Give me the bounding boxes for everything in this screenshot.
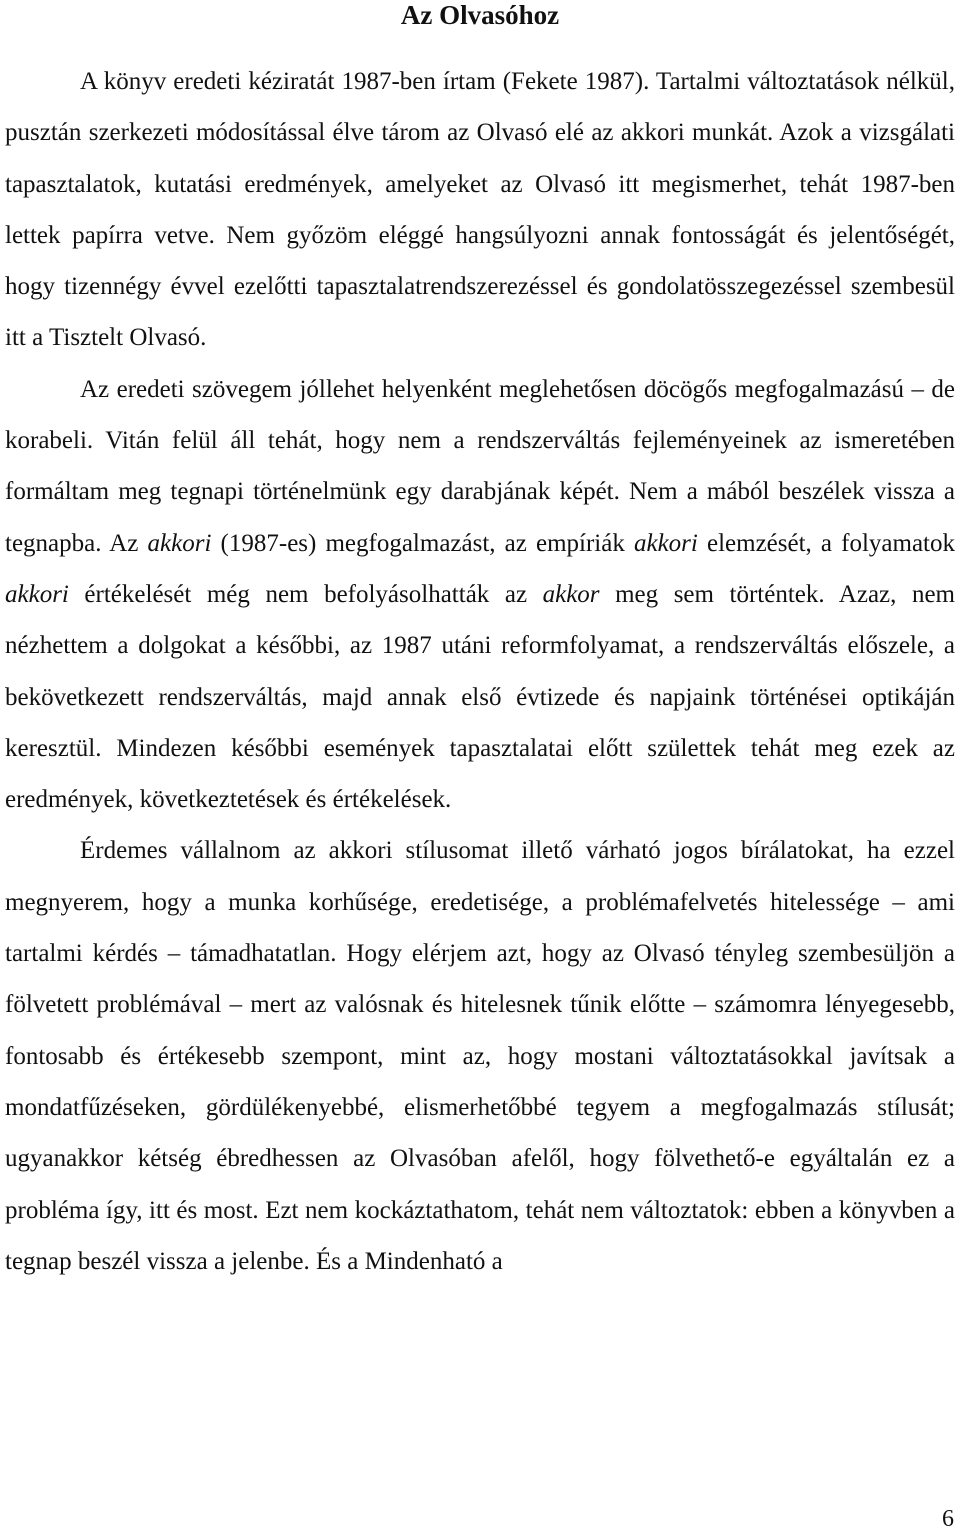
text-run: értékelését még nem befolyásolhatták az	[68, 580, 543, 608]
text-run: A könyv eredeti kéziratát 1987-ben írtam (Fekete 1987). Tartalmi változtatások nélkül, pusztán szerkezeti módosítással élve tárom az Olvasó elé az akkori munkát. Azok a vizsgálati tapasztalatok, kutatási eredmények, amelyeket az Olvasó itt megismerhet, tehát 1987-ben lettek papírra vetve. Nem győzöm eléggé hangsúlyozni annak fontosságát és jelentőségét, hogy tizennégy évvel ezelőtti tapasztalatrendszerezéssel és gondolatösszegezéssel szembesül itt a Tisztelt Olvasó.	[5, 68, 955, 352]
body-text	[5, 56, 955, 1287]
italic-text: akkor	[542, 580, 600, 608]
text-run: (1987-es) megfogalmazást, az empíriák	[211, 529, 634, 557]
paragraph-2	[5, 364, 955, 826]
text-run: Az eredeti szövegem jóllehet helyenként meglehetősen döcögős megfogalmazású – de korabeli. Vitán felül áll tehát, hogy nem a rendszerváltás fejleményeinek az ismeretében formáltam meg tegnapi történelmünk egy darabjának képét. Nem a mából beszélek vissza a tegnapba. Az	[5, 375, 955, 557]
text-run: meg sem történtek. Azaz, nem nézhettem a dolgokat a későbbi, az 1987 utáni reformfolyamat, a rendszerváltás előszele, a bekövetkezett rendszerváltás, majd annak első évtizede és napjaink történései optikáján keresztül. Mindezen későbbi események tapasztalatai előtt születtek tehát meg ezek az eredmények, következtetések és értékelések.	[5, 580, 955, 814]
text-run: Érdemes vállalnom az akkori stílusomat illető várható jogos bírálatokat, ha ezzel megnyerem, hogy a munka korhűsége, eredetisége, a problémafelvetés hitelessége – ami tartalmi kérdés – támadhatatlan. Hogy elérjem azt, hogy az Olvasó tényleg szembesüljön a fölvetett problémával – mert az valósnak és hitelesnek tűnik előtte – számomra lényegesebb, fontosabb és értékesebb szempont, mint az, hogy mostani változtatásokkal javítsak a mondatfűzéseken, gördülékenyebbé, elismerhetőbbé tegyem a megfogalmazás stílusát; ugyanakkor kétség ébredhessen az Olvasóban afelől, hogy fölvethető-e egyáltalán ez a probléma így, itt és most. Ezt nem kockáztathatom, tehát nem változtatok: ebben a könyvben a tegnap beszél vissza a jelenbe. És a Mindenható a	[5, 837, 955, 1275]
text-run: elemzését, a folyamatok	[697, 529, 956, 557]
italic-text: akkori	[5, 580, 69, 608]
page-number: 6	[942, 1506, 954, 1532]
italic-text: akkori	[147, 529, 212, 557]
paragraph-3	[5, 825, 955, 1287]
page-title: Az Olvasóhoz	[400, 0, 560, 30]
paragraph-1	[5, 56, 955, 364]
italic-text: akkori	[633, 529, 698, 557]
